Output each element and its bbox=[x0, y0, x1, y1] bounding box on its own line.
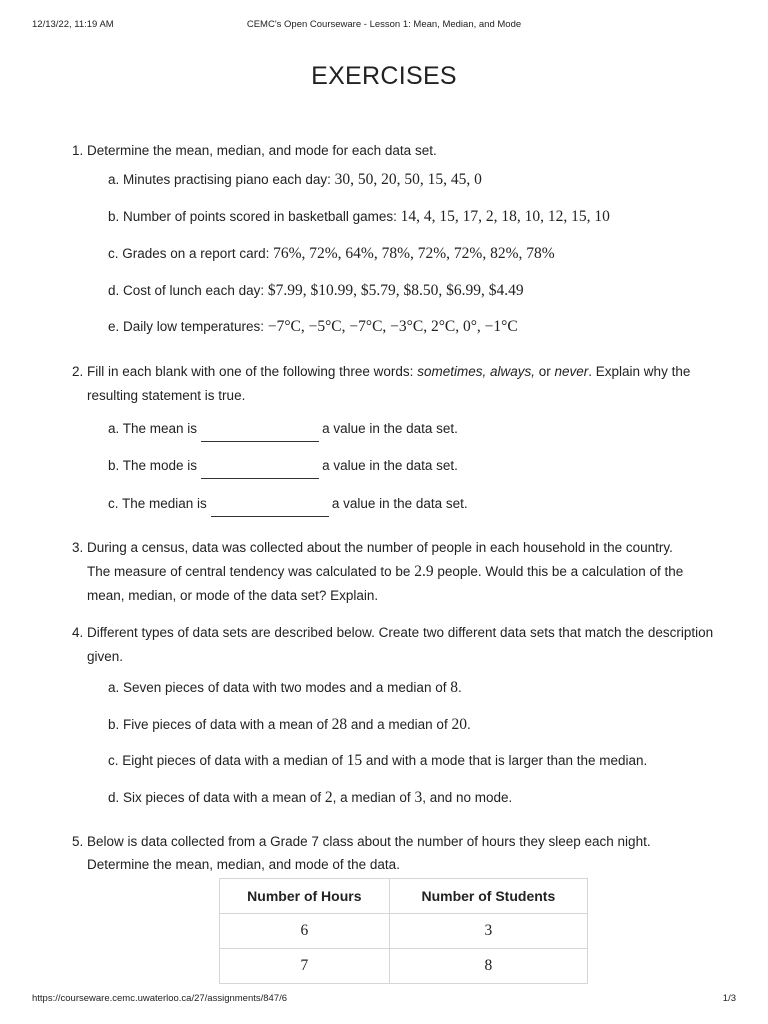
question-text-or: or bbox=[534, 364, 555, 379]
question-3 bbox=[72, 540, 673, 555]
question-1b bbox=[108, 208, 610, 226]
question-3-line3: mean, median, or mode of the data set? Explain. bbox=[87, 588, 379, 603]
question-1a bbox=[108, 171, 482, 189]
item-label: c. The median is bbox=[108, 496, 207, 511]
column-header-students: Number of Students bbox=[389, 879, 587, 914]
question-text-end: . Explain why the bbox=[588, 364, 691, 379]
table-row bbox=[220, 949, 588, 984]
question-4c bbox=[108, 752, 647, 770]
table-cell: 6 bbox=[220, 914, 390, 949]
question-text: Determine the mean, median, and mode for each data set. bbox=[87, 143, 437, 158]
question-1 bbox=[72, 143, 437, 158]
item-text: a. Seven pieces of data with two modes and a median of bbox=[108, 680, 451, 695]
math-value: 2 bbox=[324, 789, 333, 806]
item-label: b. The mode is bbox=[108, 458, 198, 473]
item-text: c. Eight pieces of data with a median of bbox=[108, 753, 347, 768]
question-2a bbox=[108, 419, 458, 442]
question-text: people. Would this be a calculation of the bbox=[433, 564, 684, 579]
print-page-title: CEMC's Open Courseware - Lesson 1: Mean, Median, and Mode bbox=[246, 19, 522, 30]
question-4 bbox=[72, 625, 713, 640]
question-5 bbox=[72, 834, 651, 849]
item-text: . bbox=[466, 717, 471, 732]
question-number: 4. bbox=[72, 625, 84, 640]
item-text: , a median of bbox=[332, 790, 415, 805]
question-text: The measure of central tendency was calculated to be bbox=[87, 564, 415, 579]
item-text: . bbox=[457, 680, 462, 695]
item-text: and with a mode that is larger than the median. bbox=[362, 753, 648, 768]
item-label: a. Minutes practising piano each day: bbox=[108, 172, 331, 187]
question-2 bbox=[72, 364, 690, 379]
answer-blank bbox=[211, 494, 329, 517]
question-2-line2: resulting statement is true. bbox=[87, 388, 246, 403]
question-text: Below is data collected from a Grade 7 class about the number of hours they sleep each night. bbox=[87, 834, 651, 849]
item-label: d. Cost of lunch each day: bbox=[108, 283, 265, 298]
question-4b bbox=[108, 716, 471, 734]
question-text: Fill in each blank with one of the following three words: bbox=[87, 364, 418, 379]
item-text: , and no mode. bbox=[422, 790, 513, 805]
question-number: 2. bbox=[72, 364, 84, 379]
math-value: 8 bbox=[450, 679, 458, 696]
item-text: d. Six pieces of data with a mean of bbox=[108, 790, 325, 805]
page-url: https://courseware.cemc.uwaterloo.ca/27/assignments/847/6 bbox=[32, 993, 288, 1004]
table-cell: 8 bbox=[389, 949, 587, 984]
question-number: 5. bbox=[72, 834, 84, 849]
data-set: −7°C, −5°C, −7°C, −3°C, 2°C, 0°, −1°C bbox=[267, 318, 518, 335]
item-text: a value in the data set. bbox=[322, 421, 458, 436]
sleep-hours-table bbox=[219, 878, 588, 984]
question-4d bbox=[108, 789, 512, 807]
answer-blank bbox=[201, 419, 319, 442]
question-4-line2: given. bbox=[87, 649, 124, 664]
item-text: a value in the data set. bbox=[322, 458, 458, 473]
item-label: a. The mean is bbox=[108, 421, 198, 436]
word-choices: sometimes, always, bbox=[417, 364, 535, 379]
data-set: 30, 50, 20, 50, 15, 45, 0 bbox=[334, 171, 482, 188]
item-label: b. Number of points scored in basketball games: bbox=[108, 209, 397, 224]
question-number: 3. bbox=[72, 540, 84, 555]
question-number: 1. bbox=[72, 143, 84, 158]
math-value: 28 bbox=[331, 716, 348, 733]
data-set: 14, 4, 15, 17, 2, 18, 10, 12, 15, 10 bbox=[400, 208, 610, 225]
item-text: b. Five pieces of data with a mean of bbox=[108, 717, 332, 732]
question-text: During a census, data was collected about the number of people in each household in the country. bbox=[87, 540, 673, 555]
word-never: never bbox=[554, 364, 589, 379]
column-header-hours: Number of Hours bbox=[220, 879, 390, 914]
item-text: and a median of bbox=[347, 717, 452, 732]
page-title: EXERCISES bbox=[311, 62, 457, 90]
math-value: 3 bbox=[414, 789, 423, 806]
question-4a bbox=[108, 679, 462, 697]
question-text: Different types of data sets are described below. Create two different data sets that match the description bbox=[87, 625, 714, 640]
question-1d bbox=[108, 282, 524, 300]
data-set: $7.99, $10.99, $5.79, $8.50, $6.99, $4.49 bbox=[267, 282, 524, 299]
item-label: e. Daily low temperatures: bbox=[108, 319, 265, 334]
question-2c bbox=[108, 494, 468, 517]
math-value: 2.9 bbox=[414, 563, 434, 580]
print-datetime: 12/13/22, 11:19 AM bbox=[32, 19, 114, 30]
data-set: 76%, 72%, 64%, 78%, 72%, 72%, 82%, 78% bbox=[273, 245, 555, 262]
table-cell: 7 bbox=[220, 949, 390, 984]
item-text: a value in the data set. bbox=[331, 496, 468, 511]
table-row bbox=[220, 914, 588, 949]
question-5-line2: Determine the mean, median, and mode of the data. bbox=[87, 857, 400, 872]
math-value: 20 bbox=[451, 716, 467, 733]
question-3-line2 bbox=[87, 563, 683, 581]
question-1c bbox=[108, 245, 555, 263]
answer-blank bbox=[201, 456, 319, 479]
table-cell: 3 bbox=[389, 914, 587, 949]
table-header-row bbox=[220, 879, 588, 914]
math-value: 15 bbox=[346, 752, 363, 769]
question-2b bbox=[108, 456, 458, 479]
page-number: 1/3 bbox=[722, 993, 736, 1004]
question-1e bbox=[108, 318, 518, 336]
item-label: c. Grades on a report card: bbox=[108, 246, 270, 261]
